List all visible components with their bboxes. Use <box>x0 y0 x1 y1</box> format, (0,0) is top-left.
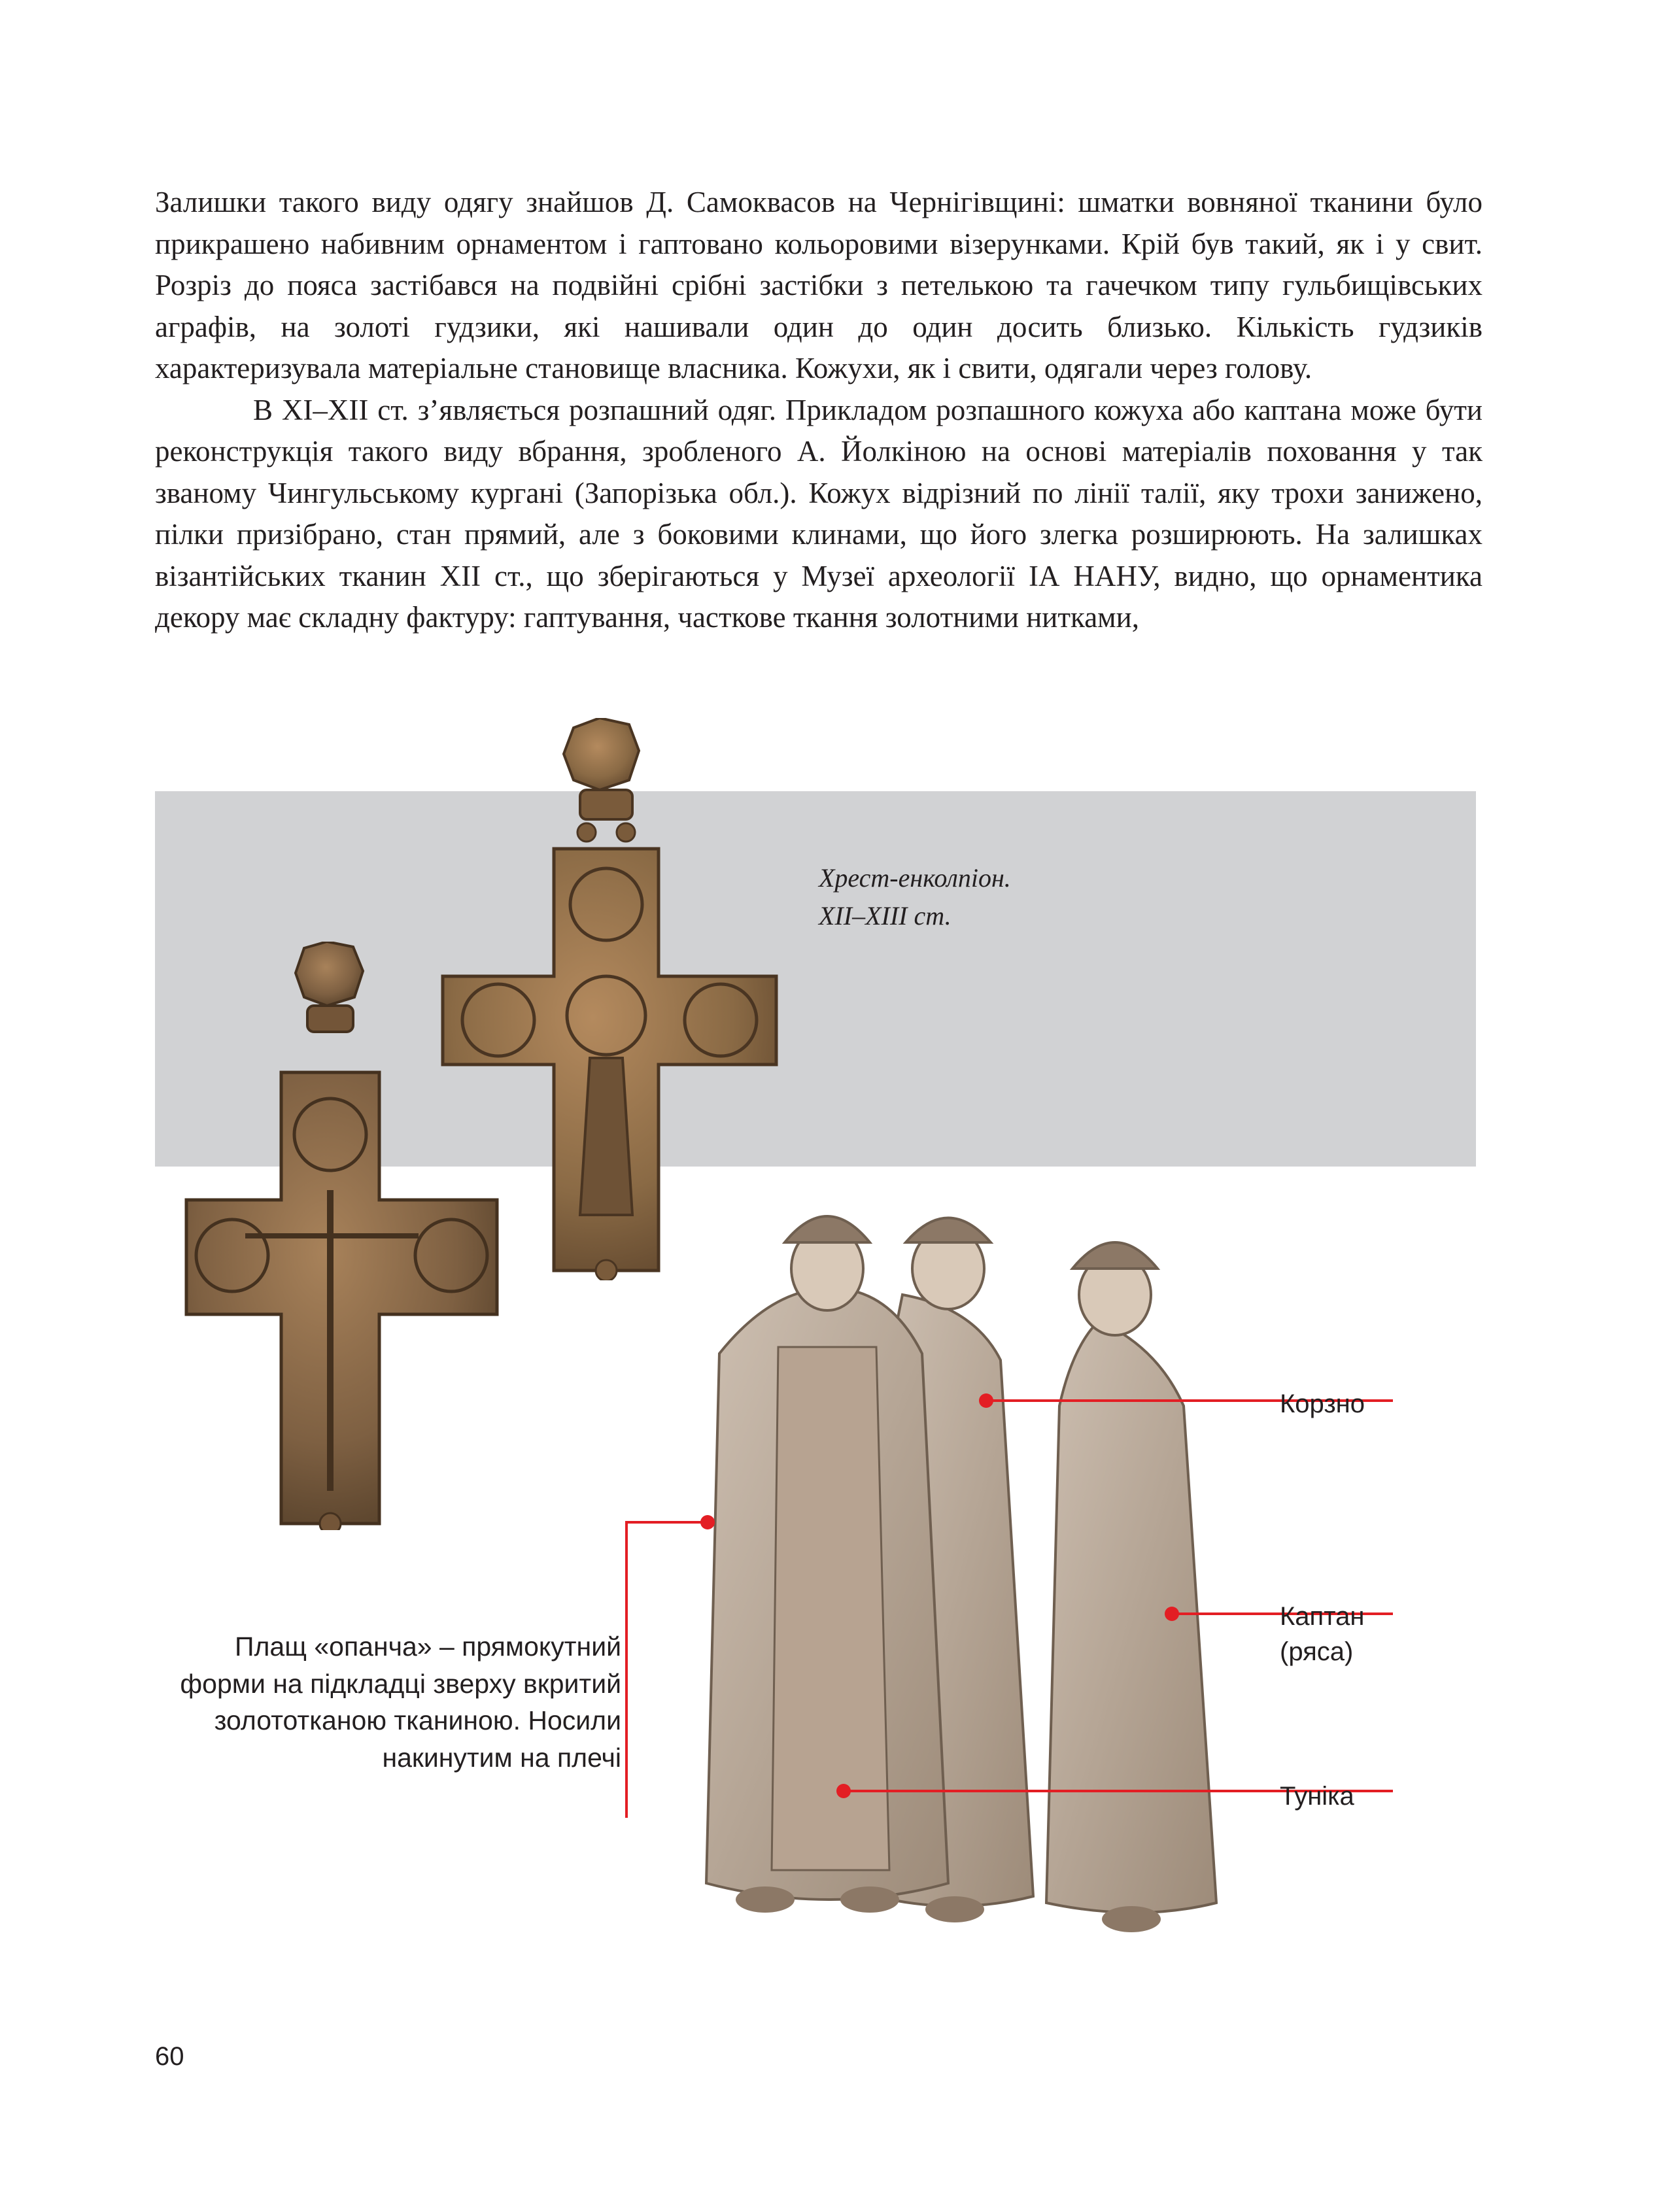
label-kaptan <box>1280 1599 1397 1669</box>
encolpion-cross-small <box>183 942 530 1530</box>
label-kaptan-line-2: (ряса) <box>1280 1637 1354 1666</box>
caption-line-1: Хрест-енколпіон. <box>819 863 1011 893</box>
costume-illustration <box>680 1190 1243 1968</box>
paragraph-1: Залишки такого виду одягу знайшов Д. Самоквасов на Чернігівщині: шматки вовняної тканини було прикрашено набивним орнаментом і гаптовано кольоровими візерунками. Крій був такий, як і у свит. Розріз до пояса застібався на подвійні срібні застібки з петелькою та гачечком типу гульбищівських аграфів, на золоті гудзики, які нашивали один до один досить близько. Кількість гудзиків характеризувала матеріальне становище власника. Кожухи, як і свити, одягали через голову. <box>155 186 1483 384</box>
body-text <box>155 182 1483 639</box>
label-kaptan-line-1: Каптан <box>1280 1602 1365 1631</box>
label-korzno: Корзно <box>1280 1390 1365 1418</box>
caption-line-2: ХІІ–ХІІІ ст. <box>819 901 951 930</box>
label-tunika: Туніка <box>1280 1782 1354 1811</box>
encolpion-caption <box>819 859 1011 935</box>
page-number: 60 <box>155 2042 184 2071</box>
paragraph-2: В ХІ–ХІІ ст. з’являється розпашний одяг. Прикладом розпашного кожуха або каптана може бути реконструкція такого виду вбрання, зробленого А. Йолкіною на основі матеріалів поховання у так званому Чингульському кургані (Запорізька обл.). Кожух відрізний по лінії талії, яку трохи занижено, пілки призібрано, стан прямий, але з боковими клинами, що його злегка розширюють. На залишках візантійських тканин ХІІ ст., що зберігаються у Музеї археології ІА НАНУ, видно, що орнаментика декору має складну фактуру: гаптування, часткове ткання золотними нитками, <box>155 393 1483 634</box>
label-plashch: Плащ «опанча» – прямокутний форми на підкладці зверху вкритий золототканою тканиною. Носили накинутим на плечі <box>180 1631 621 1773</box>
